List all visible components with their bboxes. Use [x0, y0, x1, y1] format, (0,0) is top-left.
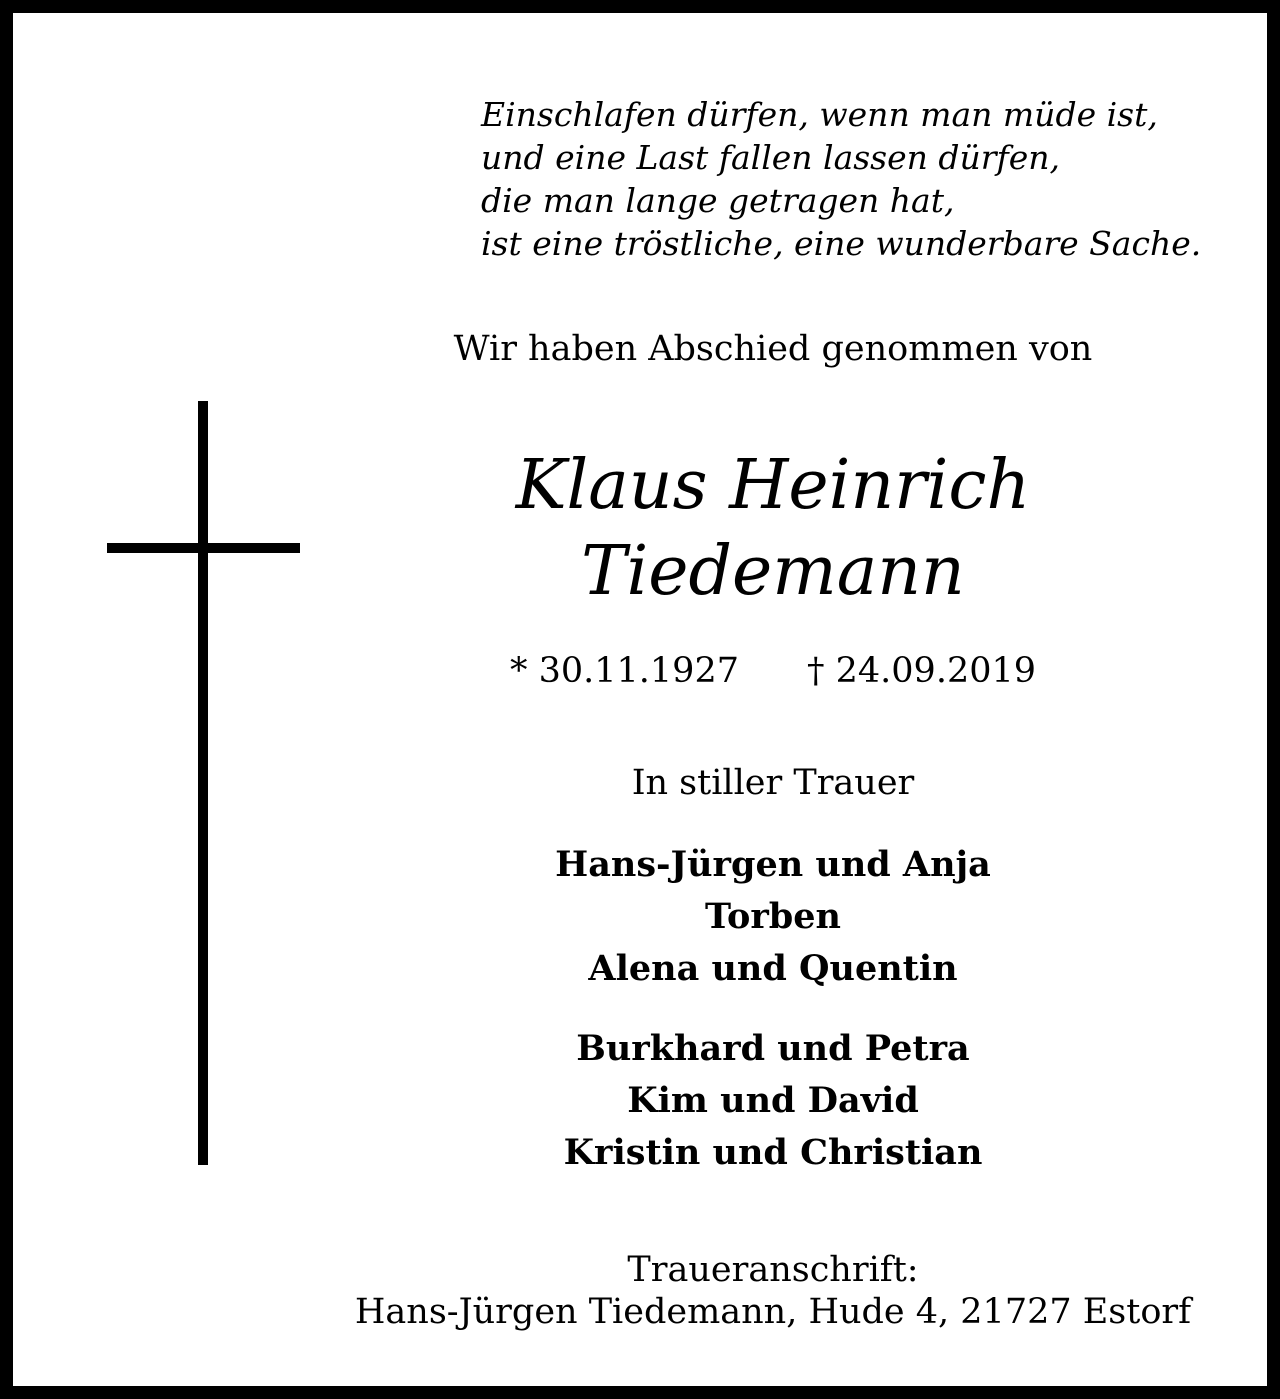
- cross-horizontal-bar: [107, 543, 300, 553]
- deceased-name-line-1: Klaus Heinrich: [515, 446, 1031, 525]
- family-member-line: Kristin und Christian: [563, 1132, 983, 1173]
- mourning-address: [313, 1249, 1233, 1333]
- poem-line: und eine Last fallen lassen dürfen,: [481, 138, 1061, 177]
- poem-line: die man lange getragen hat,: [481, 181, 955, 220]
- family-group-1: [313, 839, 1233, 995]
- poem-quote: [481, 93, 1261, 265]
- deceased-name-line-2: Tiedemann: [581, 532, 965, 611]
- poem-line: Einschlafen dürfen, wenn man müde ist,: [481, 95, 1158, 134]
- address-label: Traueranschrift:: [627, 1250, 919, 1290]
- intro-text: Wir haben Abschied genommen von: [453, 329, 1093, 369]
- address-line: Hans-Jürgen Tiedemann, Hude 4, 21727 Estorf: [354, 1292, 1192, 1332]
- poem-line: ist eine tröstliche, eine wunderbare Sache.: [481, 224, 1202, 263]
- mourning-text: In stiller Trauer: [631, 763, 915, 803]
- family-member-line: Alena und Quentin: [588, 948, 958, 989]
- family-member-line: Hans-Jürgen und Anja: [555, 844, 991, 885]
- death-date: † 24.09.2019: [807, 651, 1037, 691]
- family-group-2: [313, 1023, 1233, 1179]
- life-dates: [313, 649, 1233, 693]
- cross-vertical-bar: [198, 401, 208, 1165]
- birth-date: * 30.11.1927: [509, 651, 739, 691]
- family-member-line: Torben: [704, 896, 841, 937]
- family-member-line: Burkhard und Petra: [576, 1028, 970, 1069]
- family-member-line: Kim und David: [627, 1080, 919, 1121]
- deceased-name: [313, 443, 1233, 615]
